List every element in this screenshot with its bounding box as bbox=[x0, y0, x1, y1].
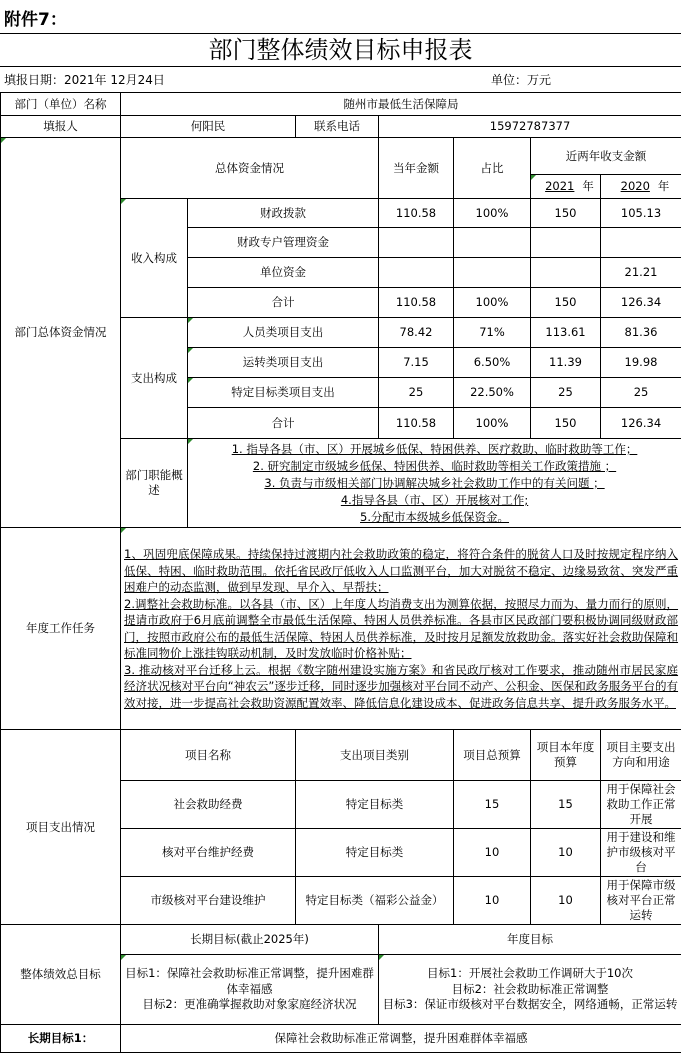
dept-row bbox=[1, 93, 681, 116]
duty-item: 4.指导各县（市、区）开展核对工作; bbox=[191, 492, 678, 509]
expense-ratio: 6.50% bbox=[454, 348, 531, 378]
expense-2021: 150 bbox=[531, 408, 601, 439]
expense-current: 7.15 bbox=[379, 348, 454, 378]
funds-header-row-1 bbox=[1, 138, 681, 175]
project-category: 特定目标类 bbox=[296, 781, 454, 829]
income-2021: 150 bbox=[531, 288, 601, 318]
task-item: 2.调整社会救助标准。以各县（市、区）上年度人均消费支出为测算依据，按照尽力而为、量力而行的原则，提请市政府于6月底前调整全市最低生活保障、特困人员供养标准。各县市区民政部门要积极协调同级财政部门，按照市政府公布的最低生活保障、特困人员供养标准，及时按月足额发放救助金。落实好社会救助保障和标准同物价上涨挂钩联动机制，及时发放临时价格补贴； bbox=[124, 596, 678, 662]
income-ratio bbox=[454, 258, 531, 288]
duty-item: 1. 指导各县（市、区）开展城乡低保、特困供养、医疗救助、临时救助等工作； bbox=[191, 441, 678, 458]
duties-content bbox=[188, 439, 681, 528]
project-name: 市级核对平台建设维护 bbox=[121, 877, 296, 925]
income-2021: 150 bbox=[531, 199, 601, 228]
project-budget-header: 项目总预算 bbox=[454, 730, 531, 781]
project-name-header: 项目名称 bbox=[121, 730, 296, 781]
long-goal-1-row bbox=[1, 1025, 681, 1053]
income-current bbox=[379, 258, 454, 288]
form-title: 部门整体绩效目标申报表 bbox=[0, 33, 681, 67]
year-2021-header bbox=[531, 175, 601, 199]
project-usage-header: 项目主要支出方向和用途 bbox=[601, 730, 681, 781]
duty-item: 5.分配市本级城乡低保资金。 bbox=[191, 509, 678, 526]
phone-value: 15972787377 bbox=[379, 116, 681, 138]
income-current: 110.58 bbox=[379, 199, 454, 228]
income-item-name: 财政拨款 bbox=[188, 199, 379, 228]
expense-2021: 25 bbox=[531, 378, 601, 408]
project-budget: 15 bbox=[454, 781, 531, 829]
year-goal-item: 目标3：保证市级核对平台数据安全，网络通畅，正常运转 bbox=[382, 997, 678, 1013]
project-year-budget: 15 bbox=[531, 781, 601, 829]
income-item-name: 财政专户管理资金 bbox=[188, 228, 379, 258]
income-2020: 126.34 bbox=[601, 288, 681, 318]
expense-ratio: 22.50% bbox=[454, 378, 531, 408]
fill-date: 填报日期：2021年 12月24日 bbox=[4, 71, 165, 88]
dept-name-label: 部门（单位）名称 bbox=[1, 93, 121, 116]
project-budget: 10 bbox=[454, 829, 531, 877]
phone-label: 联系电话 bbox=[296, 116, 379, 138]
year-2020-header bbox=[601, 175, 681, 199]
year-2020-value: 2020 bbox=[613, 179, 658, 193]
duty-item: 3. 负责与市级相关部门协调解决城乡社会救助工作中的有关问题 ； bbox=[191, 475, 678, 492]
project-budget: 10 bbox=[454, 877, 531, 925]
income-current bbox=[379, 228, 454, 258]
income-item-name: 单位资金 bbox=[188, 258, 379, 288]
project-name: 核对平台维护经费 bbox=[121, 829, 296, 877]
overall-funds-header: 总体资金情况 bbox=[121, 138, 379, 199]
expense-ratio: 71% bbox=[454, 318, 531, 348]
income-label: 收入构成 bbox=[121, 199, 188, 318]
dept-name-value: 随州市最低生活保障局 bbox=[121, 93, 681, 116]
expense-item-name: 人员类项目支出 bbox=[188, 318, 379, 348]
year-goal-item: 目标1：开展社会救助工作调研大于10次 bbox=[382, 966, 678, 982]
expense-2020: 19.98 bbox=[601, 348, 681, 378]
project-year-budget: 10 bbox=[531, 877, 601, 925]
unit-label: 单位：万元 bbox=[491, 71, 551, 88]
year-goal-header: 年度目标 bbox=[379, 925, 681, 955]
income-2021 bbox=[531, 258, 601, 288]
current-amount-header: 当年金额 bbox=[379, 138, 454, 199]
expense-2021: 113.61 bbox=[531, 318, 601, 348]
income-item-name: 合计 bbox=[188, 288, 379, 318]
expense-2020: 126.34 bbox=[601, 408, 681, 439]
income-current: 110.58 bbox=[379, 288, 454, 318]
expense-item-name: 合计 bbox=[188, 408, 379, 439]
expense-item-name: 特定目标类项目支出 bbox=[188, 378, 379, 408]
project-usage: 用于保障市级核对平台正常运转 bbox=[601, 877, 681, 925]
income-ratio: 100% bbox=[454, 199, 531, 228]
income-ratio: 100% bbox=[454, 288, 531, 318]
expense-current: 78.42 bbox=[379, 318, 454, 348]
year-goals-content bbox=[379, 955, 681, 1025]
income-2021 bbox=[531, 228, 601, 258]
year-2021-value: 2021 bbox=[537, 179, 582, 193]
long-goal-1-label: 长期目标1： bbox=[1, 1025, 121, 1053]
income-ratio bbox=[454, 228, 531, 258]
goals-label: 整体绩效总目标 bbox=[1, 925, 121, 1025]
long-goals-content bbox=[121, 955, 379, 1025]
funds-section-label: 部门总体资金情况 bbox=[1, 138, 121, 528]
expense-current: 25 bbox=[379, 378, 454, 408]
project-usage: 用于保障社会救助工作正常开展 bbox=[601, 781, 681, 829]
tasks-content bbox=[121, 528, 681, 730]
filler-label: 填报人 bbox=[1, 116, 121, 138]
income-2020 bbox=[601, 228, 681, 258]
expense-2020: 25 bbox=[601, 378, 681, 408]
goals-header-row bbox=[1, 925, 681, 955]
projects-label: 项目支出情况 bbox=[1, 730, 121, 925]
recent-years-header: 近两年收支金额 bbox=[531, 138, 681, 175]
income-2020: 105.13 bbox=[601, 199, 681, 228]
project-category: 特定目标类 bbox=[296, 829, 454, 877]
ratio-header: 占比 bbox=[454, 138, 531, 199]
long-goal-header: 长期目标(截止2025年) bbox=[121, 925, 379, 955]
tasks-row bbox=[1, 528, 681, 730]
project-usage: 用于建设和维护市级核对平台 bbox=[601, 829, 681, 877]
project-name: 社会救助经费 bbox=[121, 781, 296, 829]
project-year-budget-header: 项目本年度预算 bbox=[531, 730, 601, 781]
projects-header-row bbox=[1, 730, 681, 781]
long-goal-item: 目标2：更准确掌握救助对象家庭经济状况 bbox=[124, 997, 375, 1013]
filler-row bbox=[1, 116, 681, 138]
project-category-header: 支出项目类别 bbox=[296, 730, 454, 781]
long-goal-1-value: 保障社会救助标准正常调整，提升困难群体幸福感 bbox=[121, 1025, 681, 1053]
expense-current: 110.58 bbox=[379, 408, 454, 439]
expense-label: 支出构成 bbox=[121, 318, 188, 439]
expense-2021: 11.39 bbox=[531, 348, 601, 378]
expense-ratio: 100% bbox=[454, 408, 531, 439]
year-2020-suffix: 年 bbox=[658, 179, 670, 193]
task-item: 3. 推动核对平台迁移上云。根据《数字随州建设实施方案》和省民政厅核对工作要求，推动随州市居民家庭经济状况核对平台向“神农云”逐步迁移，同时逐步加强核对平台同不动产、公积金、医保和政务服务平台的有效对接，进一步提高社会救助资源配置效率、降低信息化建设成本、促进政务信息共享、提升政务服务水平。 bbox=[124, 662, 678, 712]
project-year-budget: 10 bbox=[531, 829, 601, 877]
annex-label: 附件7： bbox=[4, 5, 67, 30]
duties-label: 部门职能概述 bbox=[121, 439, 188, 528]
long-goal-item: 目标1：保障社会救助标准正常调整，提升困难群体幸福感 bbox=[124, 966, 375, 997]
year-2021-suffix: 年 bbox=[582, 179, 594, 193]
year-goal-item: 目标2：社会救助标准正常调整 bbox=[382, 982, 678, 998]
form-table bbox=[0, 92, 681, 1053]
expense-2020: 81.36 bbox=[601, 318, 681, 348]
tasks-label: 年度工作任务 bbox=[1, 528, 121, 730]
duty-item: 2. 研究制定市级城乡低保、特困供养、临时救助等相关工作政策措施 ； bbox=[191, 458, 678, 475]
task-item: 1、巩固兜底保障成果。持续保持过渡期内社会救助政策的稳定，将符合条件的脱贫人口及时按规定程序纳入低保、特困、临时救助范围。依托省民政厅低收入人口监测平台，加大对脱贫不稳定、边缘易致贫、突发严重困难户的动态监测，做到早发现、早介入、早帮扶； bbox=[124, 546, 678, 596]
expense-item-name: 运转类项目支出 bbox=[188, 348, 379, 378]
filler-value: 何阳民 bbox=[121, 116, 296, 138]
income-2020: 21.21 bbox=[601, 258, 681, 288]
project-category: 特定目标类（福彩公益金） bbox=[296, 877, 454, 925]
